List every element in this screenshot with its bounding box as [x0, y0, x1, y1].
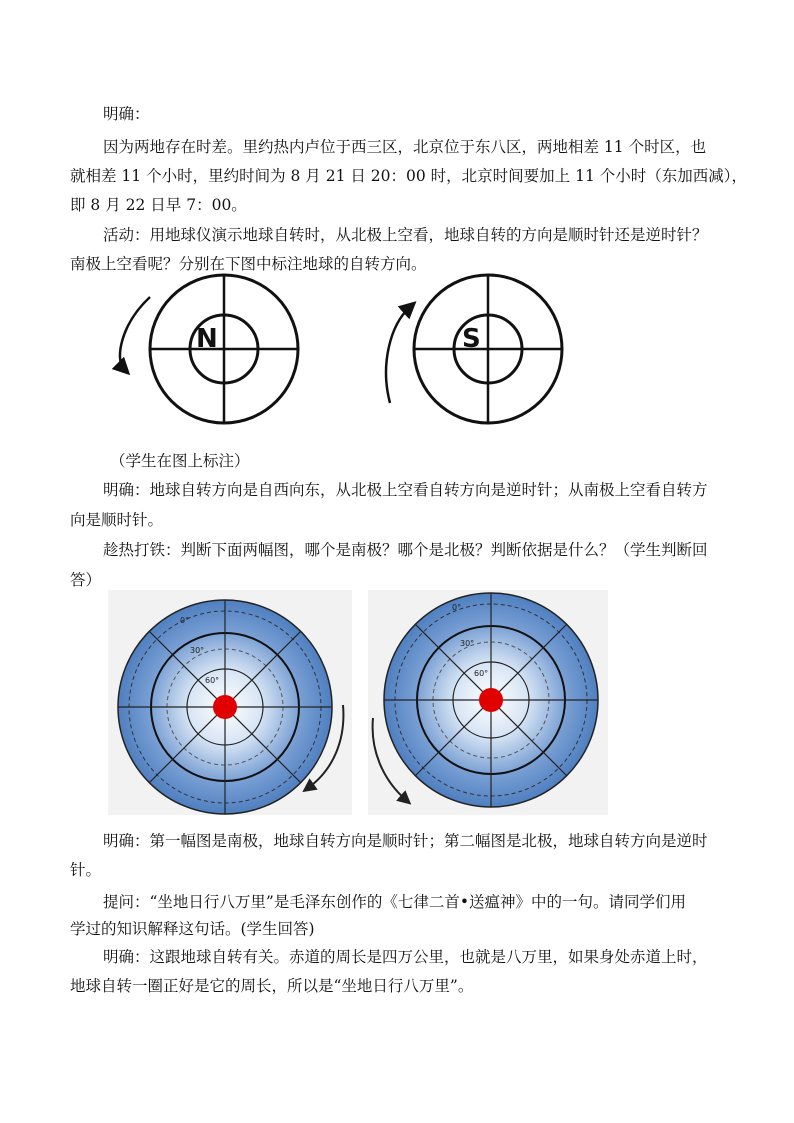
paragraph-time-difference-3: 即 8 月 22 日早 7：00。 [70, 196, 247, 214]
counterclockwise-arrow [120, 297, 150, 369]
clockwise-arrow [386, 307, 410, 403]
south-pole-diagram [386, 275, 562, 423]
paragraph-activity-2: 南极上空看呢？分别在下图中标注地球的自转方向。 [70, 255, 427, 273]
south-label: S [462, 324, 481, 354]
latitude-label-0-right: 0° [452, 603, 462, 612]
paragraph-explanation-1: 明确：这跟地球自转有关。赤道的周长是四万公里，也就是八万里，如果身处赤道上时， [103, 948, 708, 966]
latitude-label-0: 0° [180, 616, 190, 625]
paragraph-practice-2: 答） [70, 571, 102, 589]
polar-diagram-right [384, 593, 598, 807]
latitude-label-60-right: 60° [474, 669, 489, 678]
latitude-label-60: 60° [205, 676, 220, 685]
paragraph-answer-2: 针。 [70, 861, 102, 879]
paragraph-answer-1: 明确：第一幅图是南极，地球自转方向是顺时针；第二幅图是北极，地球自转方向是逆时 [103, 832, 708, 850]
latitude-label-30: 30° [190, 646, 205, 655]
paragraph-practice-1: 趁热打铁：判断下面两幅图，哪个是南极？哪个是北极？判断依据是什么？（学生判断回 [103, 541, 708, 559]
paragraph-conclusion-2: 向是顺时针。 [70, 511, 164, 529]
north-pole-diagram [120, 275, 298, 423]
polar-diagram-left [118, 600, 332, 814]
figure-polar-projections [108, 590, 608, 815]
paragraph-time-difference-2: 就相差 11 个小时，里约时间为 8 月 21 日 20：00 时，北京时间要加上 11 个小时（东加西减）， [70, 167, 747, 185]
north-label: N [196, 324, 218, 354]
paragraph-question-1: 提问：“坐地日行八万里”是毛泽东创作的《七律二首•送瘟神》中的一句。请同学们用 [103, 893, 686, 911]
latitude-label-30-right: 30° [460, 639, 475, 648]
paragraph-question-2: 学过的知识解释这句话。(学生回答) [70, 920, 315, 938]
paragraph-explanation-2: 地球自转一圈正好是它的周长，所以是“坐地日行八万里”。 [70, 977, 474, 995]
paragraph-student-mark: （学生在图上标注） [110, 452, 250, 470]
paragraph-time-difference-1: 因为两地存在时差。里约热内卢位于西三区，北京位于东八区，两地相差 11 个时区，也 [103, 138, 707, 156]
paragraph-activity-1: 活动：用地球仪演示地球自转时，从北极上空看，地球自转的方向是顺时针还是逆时针？ [103, 226, 708, 244]
paragraph-label-mingque: 明确： [103, 105, 150, 123]
figure-north-south-rotation [100, 285, 580, 435]
paragraph-conclusion-1: 明确：地球自转方向是自西向东，从北极上空看自转方向是逆时针；从南极上空看自转方 [103, 481, 708, 499]
